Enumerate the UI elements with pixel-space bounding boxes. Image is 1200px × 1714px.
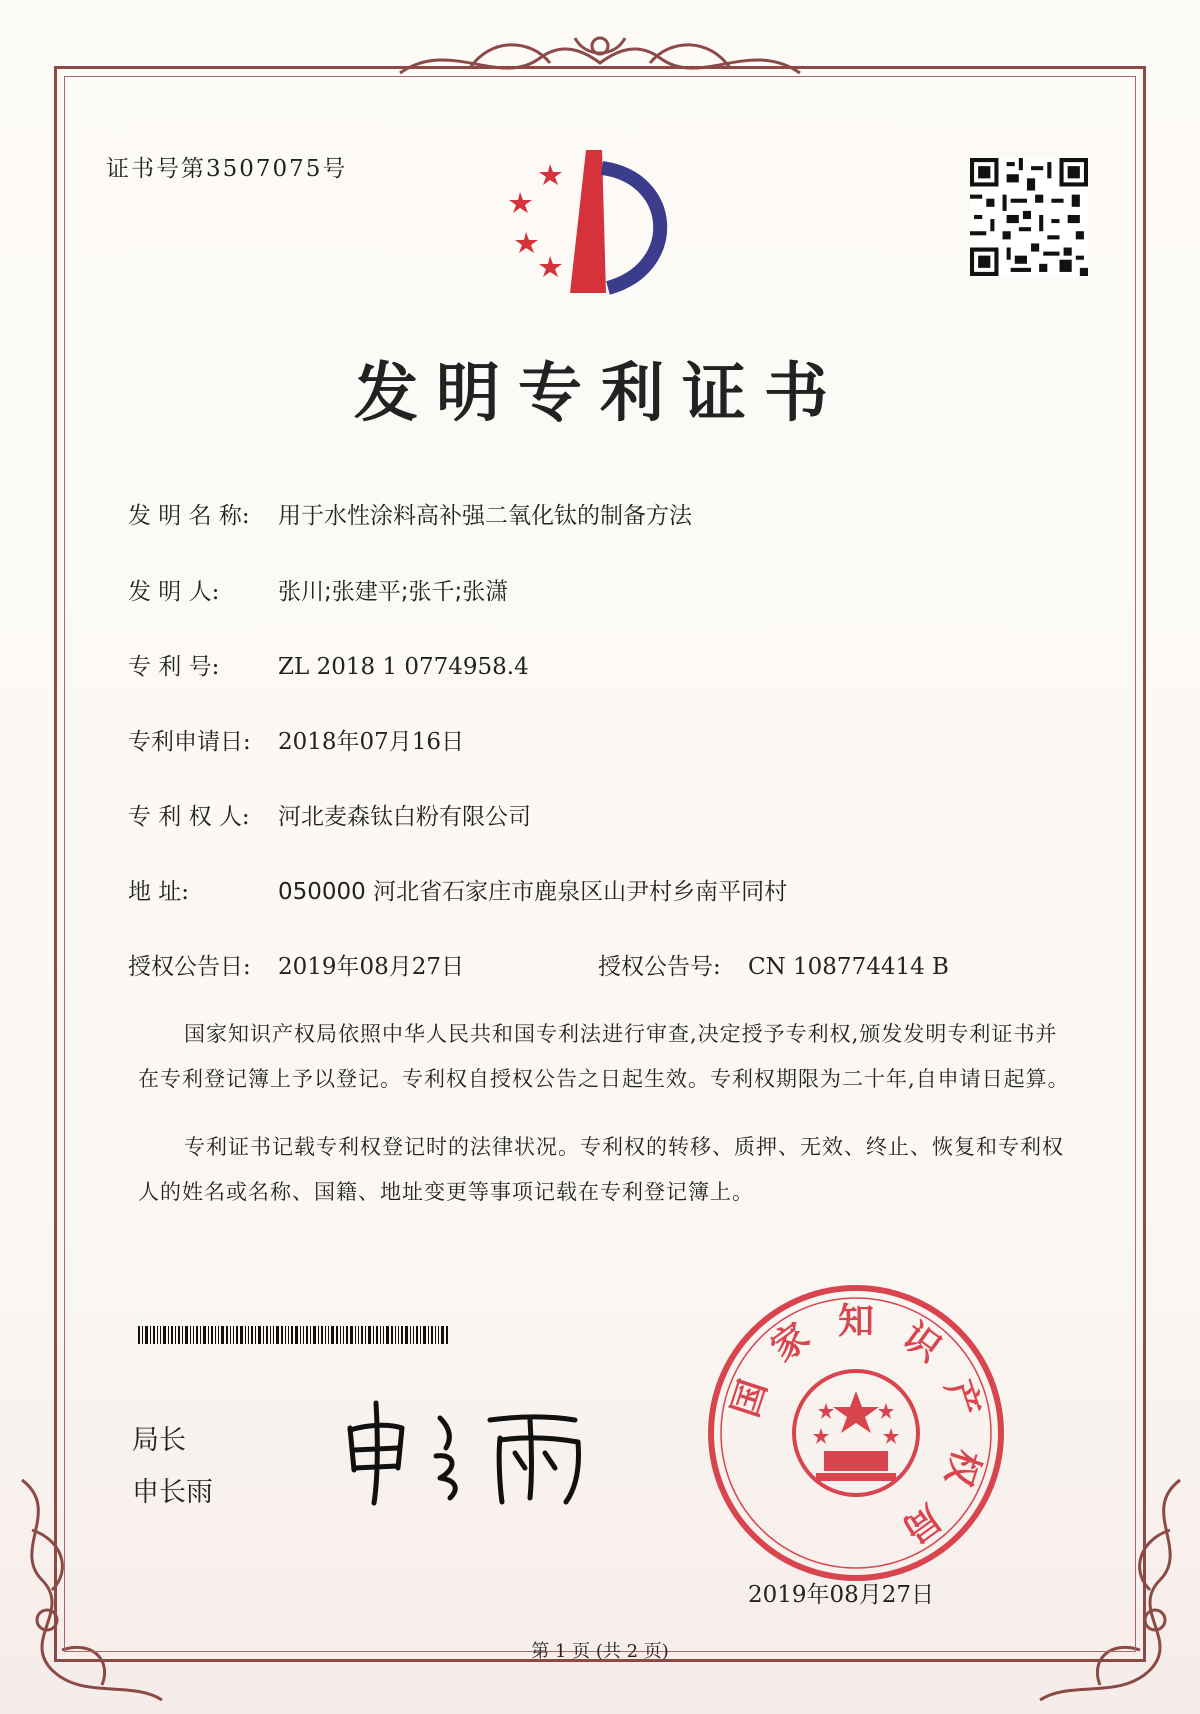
certificate-number: 证书号第3507075号 xyxy=(106,156,348,182)
svg-text:国: 国 xyxy=(724,1375,776,1423)
certificate-title: 发明专利证书 xyxy=(354,357,846,431)
invention-name-row xyxy=(128,497,692,530)
director-name: 申长雨 xyxy=(132,1477,213,1508)
address-row xyxy=(128,873,787,906)
patentee-label: 专 利 权 人: xyxy=(128,804,250,830)
application-date-value: 2018年07月16日 xyxy=(278,729,465,755)
grant-number-label: 授权公告号: xyxy=(598,954,721,980)
invention-name-value: 用于水性涂料高补强二氧化钛的制备方法 xyxy=(278,503,692,529)
grant-date-value: 2019年08月27日 xyxy=(278,954,465,980)
svg-text:识: 识 xyxy=(894,1315,949,1370)
patent-number-value: ZL 2018 1 0774958.4 xyxy=(278,654,529,680)
official-seal-icon xyxy=(706,1283,1006,1583)
invention-name-label: 发 明 名 称: xyxy=(128,503,250,529)
grant-number-row xyxy=(598,948,949,981)
address-label: 地 址: xyxy=(128,879,190,905)
application-date-label: 专利申请日: xyxy=(128,729,251,755)
svg-text:局: 局 xyxy=(894,1496,949,1551)
address-value: 050000 河北省石家庄市鹿泉区山尹村乡南平同村 xyxy=(278,879,788,905)
patent-number-label: 专 利 号: xyxy=(128,654,220,680)
grant-date-label: 授权公告日: xyxy=(128,954,251,980)
legal-paragraph-2: 专利证书记载专利权登记时的法律状况。专利权的转移、质押、无效、终止、恢复和专利权人的姓名或名称、国籍、地址变更等事项记载在专利登记簿上。 xyxy=(138,1135,1064,1204)
director-title: 局长 xyxy=(132,1425,186,1456)
svg-text:权: 权 xyxy=(936,1443,988,1491)
qr-code-icon xyxy=(970,158,1088,276)
barcode-icon xyxy=(138,1326,450,1344)
application-date-row xyxy=(128,723,464,756)
inventor-label: 发 明 人: xyxy=(128,579,220,605)
svg-text:知: 知 xyxy=(837,1301,875,1342)
patentee-value: 河北麦森钛白粉有限公司 xyxy=(278,804,531,830)
legal-paragraph-1: 国家知识产权局依照中华人民共和国专利法进行审查,决定授予专利权,颁发发明专利证书并在专利登记簿上予以登记。专利权自授权公告之日起生效。专利权期限为二十年,自申请日起算。 xyxy=(138,1022,1070,1091)
grant-date-row xyxy=(128,948,464,981)
seal-date: 2019年08月27日 xyxy=(748,1582,935,1608)
page-footer: 第 1 页 (共 2 页) xyxy=(531,1641,669,1662)
patent-number-row xyxy=(128,648,529,681)
cnipa-logo-icon xyxy=(506,148,686,298)
svg-text:家: 家 xyxy=(763,1315,818,1370)
patentee-row xyxy=(128,798,531,831)
grant-number-value: CN 108774414 B xyxy=(748,954,949,980)
inventor-row xyxy=(128,573,508,606)
svg-text:产: 产 xyxy=(936,1375,988,1423)
inventor-value: 张川;张建平;张千;张潇 xyxy=(278,579,509,605)
handwritten-signature-icon xyxy=(340,1398,600,1508)
